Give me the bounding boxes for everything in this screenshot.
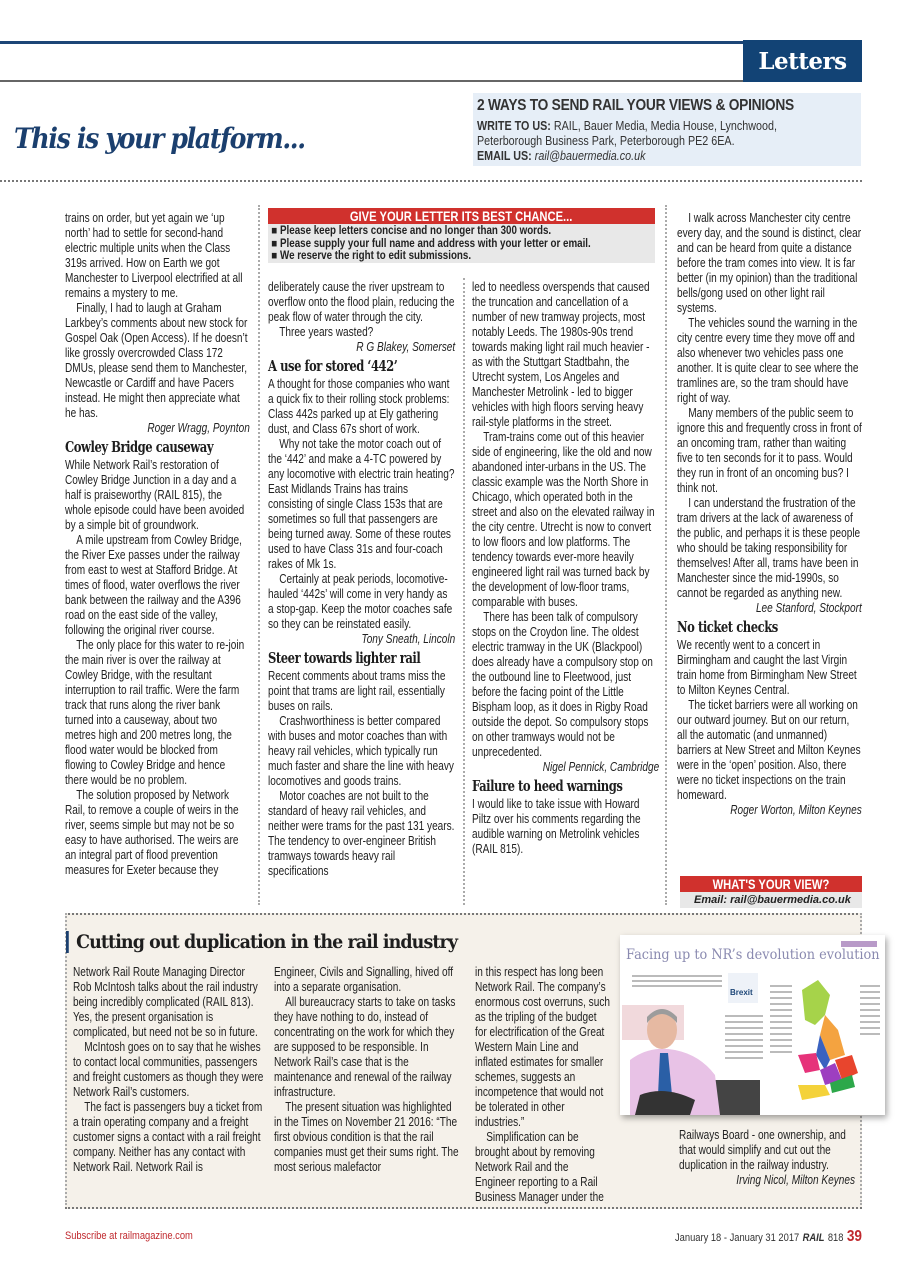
letters-column-3 <box>472 280 659 857</box>
magazine-spread-image <box>620 935 885 1115</box>
letter-heading: A use for stored ‘442’ <box>268 358 398 375</box>
paragraph: Crashworthiness is better compared with buses and motor coaches than with heavy rail vehicles, which typically run much faster and share the line with heavy locomotives and goods trains. <box>268 714 454 788</box>
send-views-heading: 2 WAYS TO SEND RAIL YOUR VIEWS & OPINIONS <box>477 97 794 114</box>
view-email[interactable]: Email: rail@bauermedia.co.uk <box>680 892 862 908</box>
paragraph: Recent comments about trams miss the point that trams are light rail, essentially buses on rails. <box>268 669 446 713</box>
paragraph: Simplification can be brought about by removing Network Rail and the Engineer reporting to a Rail Business Manager under the <box>475 1130 604 1204</box>
page-title: This is your platform... <box>14 122 305 155</box>
paragraph: The solution proposed by Network Rail, to remove a couple of weirs in the river, seems simple but may not be so easy to have authorised. The weirs are an integral part of flood prevention measures for Exeter because they <box>65 788 239 877</box>
subscribe-link[interactable]: Subscribe at railmagazine.com <box>65 1230 193 1242</box>
send-views-box <box>473 93 861 166</box>
issue-number: 818 <box>827 1232 844 1244</box>
divider <box>0 180 862 182</box>
paragraph: Why not take the motor coach out of the ‘442’ and make a 4-TC powered by any locomotive with electric train heating? East Midlands Trains has trains consisting of single Class 153s that are sometimes so full that passengers are being turned away. Some of these routes used to have Class 31s and four-coach rakes of Mk 1s. <box>268 437 455 571</box>
tips-box <box>268 224 655 263</box>
paragraph: All bureaucracy starts to take on tasks they have nothing to do, instead of concentrating on the work for which they are supposed to be responsible. In Network Rail’s case that is the maintenance and renewal of the railway infrastructure. <box>274 995 456 1099</box>
whats-your-view-heading: WHAT'S YOUR VIEW? <box>680 876 862 892</box>
feature-column-1 <box>73 965 265 1175</box>
write-label: WRITE TO US: <box>477 119 551 133</box>
paragraph: Many members of the public seem to ignore this and frequently cross in front of an oncoming tram, rather than waiting five to ten seconds for it to pass. Would they run in front of an oncoming bus? I think not. <box>677 406 862 495</box>
paragraph: Railways Board - one ownership, and that would simplify and cut out the duplication in the railway industry. <box>679 1128 846 1172</box>
paragraph: Motor coaches are not built to the standard of heavy rail vehicles, and neither were trams for the past 131 years. The tendency to over-engineer British tramways towards heavy rail specifications <box>268 789 455 878</box>
email-us <box>477 149 645 163</box>
paragraph: trains on order, but yet again we ‘up north’ had to settle for second-hand electric multiple units when the Class 319s arrived. How on Earth we got Manchester to Liverpool electrified at all remains a mystery to me. <box>65 211 243 300</box>
magazine-name: RAIL <box>802 1232 825 1244</box>
feature-column-4 <box>679 1128 855 1188</box>
paragraph: The fact is passengers buy a ticket from a train operating company and a freight customer signs a contact with a rail freight company. Neither has any contact with Network Rail. Network Rail is <box>73 1100 263 1174</box>
email-label: EMAIL US: <box>477 149 532 163</box>
letters-column-1 <box>65 211 250 878</box>
letter-signature: Lee Stanford, Stockport <box>755 601 862 615</box>
feature-column-3 <box>475 965 610 1205</box>
uk-map <box>798 980 858 1100</box>
paragraph: There has been talk of compulsory stops on the Croydon line. The oldest electric tramway in the UK (Blackpool) does already have a compulsory stop on the outbound line to Fleetwood, just before the facing point of the Little Bispham loop, as it does in Rigby Road outside the depot. So compulsory stops on other tramways would not be unprecedented. <box>472 610 653 759</box>
letter-signature: Roger Worton, Milton Keynes <box>730 803 862 817</box>
letter-signature: Irving Nicol, Milton Keynes <box>736 1173 855 1187</box>
letter-heading: Steer towards lighter rail <box>268 650 421 667</box>
letter-signature: R G Blakey, Somerset <box>356 340 456 354</box>
paragraph: The only place for this water to re-join the main river is over the railway at Cowley Bridge, with the resultant interruption to rail traffic. Were the farm track that runs along the river bank turned into a causeway, about two metres high and 200 metres long, the flood water would be blocked from flowing to Cowley Bridge and hence there would be no problem. <box>65 638 245 787</box>
feature-column-2 <box>274 965 462 1175</box>
letter-signature: Nigel Pennick, Cambridge <box>542 760 660 774</box>
column-divider <box>665 205 667 905</box>
paragraph: The vehicles sound the warning in the city centre every time they move off and also whenever two vehicles pass one another. It is quite clear to see where the tramlines are, so the tram should have right of way. <box>677 316 859 405</box>
letter-signature: Tony Sneath, Lincoln <box>361 632 456 646</box>
paragraph: I can understand the frustration of the tram drivers at the lack of awareness of the public, and perhaps it is these people who should be taking responsibility for themselves! After all, trams have been in Manchester since the mid-1990s, so cannot be regarded as anything new. <box>677 496 861 600</box>
column-divider <box>463 278 465 905</box>
paragraph: McIntosh goes on to say that he wishes to contact local communities, passengers and freight customers as though they were Network Rail’s customers. <box>73 1040 264 1099</box>
spread-title: Facing up to NR’s devolution evolution <box>626 947 880 963</box>
email-link[interactable]: rail@bauermedia.co.uk <box>534 149 646 163</box>
letter-heading: Cowley Bridge causeway <box>65 439 214 456</box>
write-to-us <box>477 119 777 133</box>
svg-text:Brexit: Brexit <box>730 988 753 997</box>
paragraph: I walk across Manchester city centre every day, and the sound is distinct, clear and can be heard from quite a distance before the tram comes into view. It is far better (in my opinion) than the traditional bells/gong used on other light rail systems. <box>677 211 862 315</box>
tips-heading: GIVE YOUR LETTER ITS BEST CHANCE... <box>268 208 655 224</box>
address-line-1: RAIL, Bauer Media, Media House, Lynchwood, <box>553 119 777 133</box>
paragraph: deliberately cause the river upstream to overflow onto the flood plain, reducing the peak flow of water through the city. <box>268 280 455 324</box>
paragraph: The ticket barriers were all working on our outward journey. But on our return, all the automatic (and unmanned) barriers at New Street and Milton Keynes were in the ‘open’ position. Also, there were no ticket inspections on the train homeward. <box>677 698 861 802</box>
column-divider <box>258 205 260 905</box>
page-number: 39 <box>846 1228 862 1245</box>
paragraph: led to needless overspends that caused the truncation and cancellation of a number of new tramway projects, most notably Leeds. The 1980s-90s trend towards making light rail much heavier - as with the Stuttgart Stadtbahn, the Utrecht system, Los Angeles and Manchester Metrolink - led to bigger vehicles with high floors serving heavy rail-style platforms in the street. <box>472 280 650 429</box>
header-rule <box>0 41 743 44</box>
paragraph: Network Rail Route Managing Director Rob McIntosh talks about the rail industry being incredibly complicated (RAIL 813). Yes, the present organisation is complicated, but need not be so in future. <box>73 965 258 1039</box>
paragraph: I would like to take issue with Howard Piltz over his comments regarding the audible warning on Metrolink vehicles (RAIL 815). <box>472 797 641 856</box>
issue-date: January 18 - January 31 2017 <box>675 1232 800 1244</box>
letter-signature: Roger Wragg, Poynton <box>147 421 250 435</box>
letter-heading: No ticket checks <box>677 619 778 636</box>
panel-border <box>65 913 67 1205</box>
page-footer <box>675 1228 862 1246</box>
paragraph: in this respect has long been Network Rail. The company’s enormous cost overruns, such as the tripling of the budget for electrification of the Great Western Main Line and inflated estimates for smaller schemes, suggests an incompetence that would not be tolerated in other industries.” <box>475 965 610 1129</box>
letters-column-4 <box>677 211 862 818</box>
header-underline <box>0 80 743 82</box>
paragraph: Three years wasted? <box>279 325 374 339</box>
paragraph: Certainly at peak periods, locomotive-hauled ‘442s’ will come in very handy as a stop-gap. Keep the motor coaches safe so they can be reinstated easily. <box>268 572 453 631</box>
letter-heading: Failure to heed warnings <box>472 778 623 795</box>
spread-graphic <box>620 935 885 1115</box>
paragraph: Finally, I had to laugh at Graham Larkbey’s comments about new stock for Gospel Oak (Open Access). If he doesn’t like grossly overcrowded Class 172 DMUs, please send them to Manchester, Newcastle or Cardiff and have Pacers instead. He might then appreciate what he has. <box>65 301 248 420</box>
address-line-2: Peterborough Business Park, Peterborough PE2 6EA. <box>477 134 735 148</box>
tip-item: ■ Please supply your full name and address with your letter or email. <box>271 237 591 250</box>
feature-heading: Cutting out duplication in the rail industry <box>66 931 457 953</box>
paragraph: A thought for those companies who want a quick fix to their rolling stock problems: Class 442s parked up at Ely gathering dust, and Class 67s short of work. <box>268 377 450 436</box>
paragraph: Engineer, Civils and Signalling, hived off into a separate organisation. <box>274 965 454 994</box>
letters-column-2 <box>268 280 455 879</box>
tip-item: ■ We reserve the right to edit submissions. <box>271 250 472 262</box>
section-tab: Letters <box>743 40 862 82</box>
tip-item: ■ Please keep letters concise and no longer than 300 words. <box>271 225 552 237</box>
paragraph: While Network Rail’s restoration of Cowley Bridge Junction in a day and a half is praiseworthy (RAIL 815), the whole episode could have been avoided by a simple bit of groundwork. <box>65 458 245 532</box>
paragraph: A mile upstream from Cowley Bridge, the River Exe passes under the railway from east to west at Stafford Bridge. At times of flood, water overflows the river bank between the railway and the A396 road on the east side of the valley, following the original river course. <box>65 533 242 637</box>
paragraph: We recently went to a concert in Birmingham and caught the last Virgin train home from Birmingham New Street to Milton Keynes Central. <box>677 638 857 697</box>
paragraph: The present situation was highlighted in the Times on November 21 2016: “The first obvious condition is that the rail companies must get their sums right. The most serious malefactor <box>274 1100 459 1174</box>
paragraph: Tram-trains come out of this heavier side of engineering, like the old and now abandoned inter-urbans in the US. The classic example was the North Shore in Chicago, which operated both in the street and also on the elevated railway in the city centre. Utrecht is now to convert to low floors and low platforms. The tendency towards ever-more heavily engineered light rail was turned back by the development of low-floor trams, comparable with buses. <box>472 430 655 609</box>
